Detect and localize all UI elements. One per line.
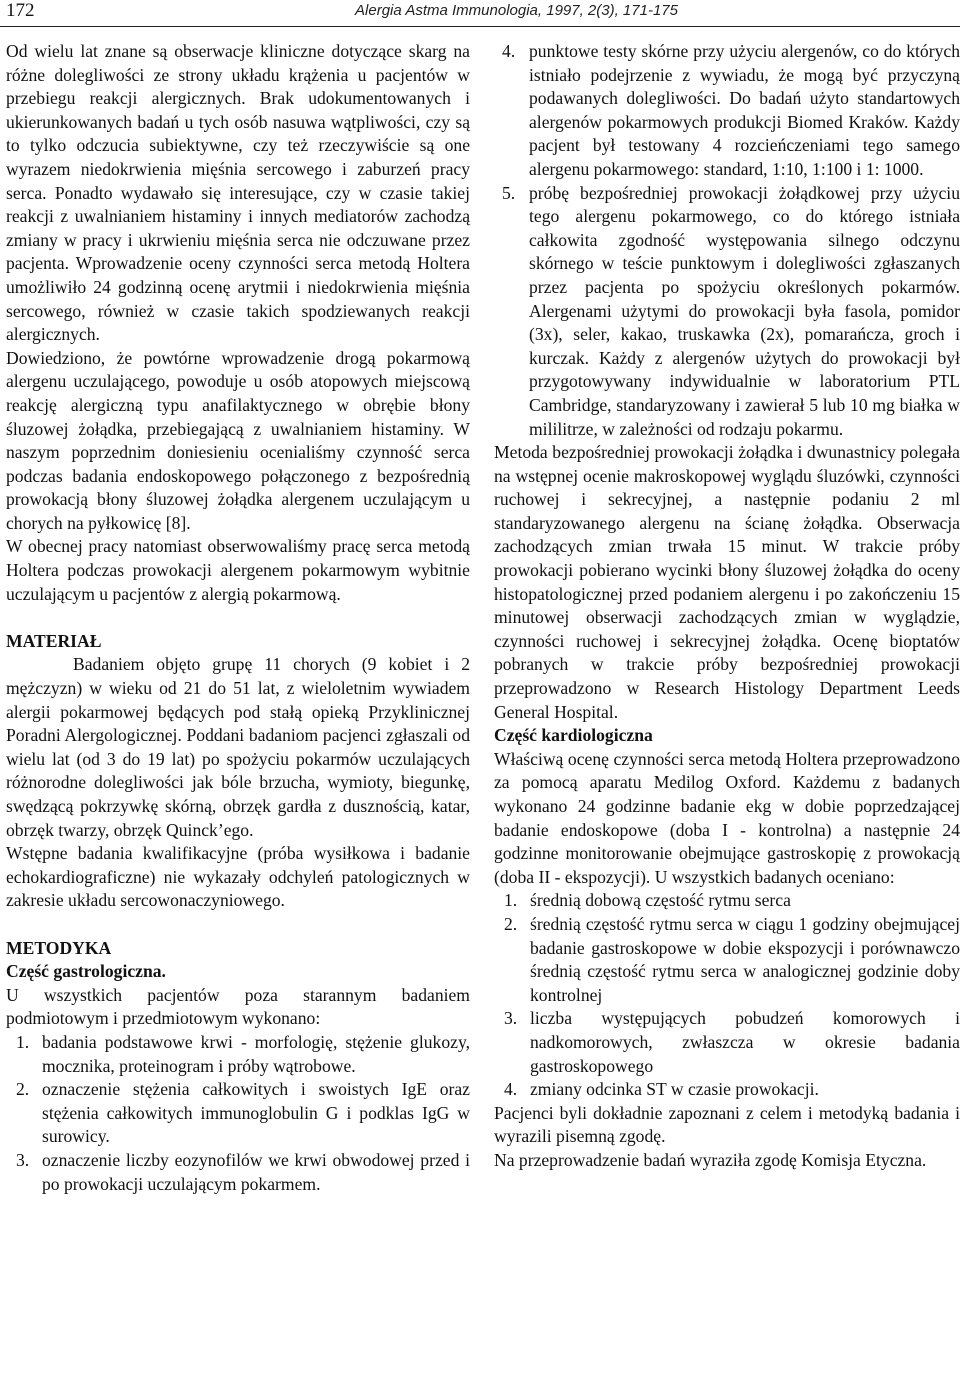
list-item-number: 3. <box>16 1149 30 1170</box>
list-item <box>494 1007 960 1078</box>
list-item <box>6 1149 470 1196</box>
kardio-paragraph-2: Pacjenci byli dokładnie zapoznani z celem i metodyką badania i wyrazili pisemną zgodę. <box>494 1102 960 1147</box>
list-item-text: próbę bezpośredniej prowokacji żołądkowej przy użyciu tego alergenu pokarmowego, co do którego istniała całkowita zgodność występowania silnego odczynu skórnego w teście punktowym i dolegliwości zgłaszanych przez pacjenta po spożyciu określonych pokarmów. Alergenami użytymi do prowokacji była fasola, pomidor (3x), seler, kakao, truskawka (2x), pomarańcza, groch i kurczak. Każdy z alergenów użytych do prowokacji był przygotowywany indywidualnie w laboratorium PTL Cambridge, standaryzowany i zawierał 5 lub 10 mg białka w mililitrze, w zależności od rodzaju pokarmu. <box>529 182 960 439</box>
list-item-number: 1. <box>16 1031 30 1052</box>
list-item-text: punktowe testy skórne przy użyciu alergenów, co do których istniało podejrzenie z wywiadu, że mogą być przyczyną podawanych dolegliwości. Do badań użyto standartowych alergenów pokarmowych produkcji Biomed Kraków. Każdy pacjent był testowany 4 rozcieńczeniami tego samego alergenu pokarmowego: standard, 1:10, 1:100 i 1: 1000. <box>529 41 960 179</box>
method-paragraph: Metoda bezpośredniej prowokacji żołądka i dwunastnicy polegała na wstępnej ocenie makroskopowej wyglądu śluzówki, czynności ruchowej i sekrecyjnej, a następnie podaniu 2 ml standaryzowanego alergenu na ścianę żołądka. Obserwacja zachodzących zmian trwała 15 minut. W trakcie próby prowokacji pobierano wycinki błony śluzowej żołądka do oceny histopatologicznej przed podaniem alergenu i po zakończeniu 15 minutowej obserwacji zachodzących zmian w wyglądzie, czynności ruchowej i sekrecyjnej żołądka. Ocenę bioptatów pobranych w trakcie próby bezpośredniej prowokacji przeprowadzono w Research Histology Department Leeds General Hospital. <box>494 442 960 722</box>
page-number: 172 <box>6 0 35 21</box>
spacer <box>6 606 470 630</box>
gastro-intro: U wszystkich pacjentów poza starannym badaniem podmiotowym i przedmiotowym wykonano: <box>6 984 470 1029</box>
material-paragraph-1: Badaniem objęto grupę 11 chorych (9 kobiet i 2 mężczyzn) w wieku od 21 do 51 lat, z wieloletnim wywiadem alergii pokarmowej będących pod stałą opieką Przyklinicznej Poradni Alergologicznej. Poddani badaniom pacjenci zgłaszali od wielu lat (od 3 do 19 lat) po spożyciu pokarmów uczulających różnorodne dolegliwości jak bóle brzucha, wymioty, biegunkę, swędzącą pokrzywkę skórną, obrzęk gardła z dusznością, katar, obrzęk twarzy, obrzęk Quinck’ego. <box>6 654 470 840</box>
list-item <box>6 1031 470 1078</box>
kardio-list <box>494 889 960 1101</box>
page-header <box>0 0 960 22</box>
list-item <box>494 913 960 1007</box>
list-item-text: oznaczenie stężenia całkowitych i swoistych IgE oraz stężenia całkowitych immunoglobulin G i podklas IgG w surowicy. <box>42 1079 470 1147</box>
list-item-number: 1. <box>504 890 518 911</box>
list-item <box>494 40 960 182</box>
list-item-number: 4. <box>502 41 516 61</box>
list-item-text: badania podstawowe krwi - morfologię, stężenie glukozy, mocznika, proteinogram i próby wątrobowe. <box>42 1031 470 1076</box>
material-paragraph-2: Wstępne badania kwalifikacyjne (próba wysiłkowa i badanie echokardiograficzne) nie wykazały odchyleń patologicznych w zakresie układu sercowonaczyniowego. <box>6 843 470 911</box>
list-item-number: 3. <box>504 1008 518 1029</box>
kardio-paragraph-1: Właściwą ocenę czynności serca metodą Holtera przeprowadzono za pomocą aparatu Medilog Oxford. Każdemu z badanych wykonano 24 godzinne badanie ekg w dobie poprzedzającej badanie endoskopowe (doba I - kontrolna) a następnie 24 godzinne monitorowanie obejmujące gastroskopię z prowokacją (doba II - ekspozycji). U wszystkich badanych oceniano: <box>494 748 960 887</box>
right-column <box>494 40 960 1173</box>
header-rule <box>0 26 960 27</box>
list-item <box>494 182 960 442</box>
intro-paragraph-1: Od wielu lat znane są obserwacje kliniczne dotyczące skarg na różne dolegliwości ze strony układu krążenia u pacjentów w przebiegu reakcji alergicznych. Brak udokumentowanych i ukierunkowanych badań u tych osób nasuwa wątpliwości, czy są to tylko odczucia subiektywne, czy też rzeczywiście są one wyrazem niedokrwienia mięśnia sercowego i zaburzeń pracy serca. Ponadto wydawało się interesujące, czy w czasie takiej reakcji z uwalnianiem histaminy i innych mediatorów zachodzą zmiany w pracy i ukrwieniu mięśnia serca nie odczuwane przez pacjenta. Wprowadzenie oceny czynności serca metodą Holtera umożliwiło 24 godzinną ocenę arytmii i niedokrwienia mięśnia sercowego, również w czasie takich spodziewanych reakcji alergicznych. <box>6 41 470 345</box>
kardio-section <box>494 724 960 1172</box>
list-item <box>6 1078 470 1149</box>
kardio-heading: Część kardiologiczna <box>494 725 653 746</box>
list-item <box>494 889 960 913</box>
list-item-number: 2. <box>16 1079 30 1100</box>
left-column <box>6 40 470 1196</box>
list-item-text: średnią częstość rytmu serca w ciągu 1 godziny obejmującej badanie gastroskopowe w dobie ekspozycji i porównawczo średnią częstość rytmu serca w analogicznej godzinie doby kontrolnej <box>530 913 960 1005</box>
running-title: Alergia Astma Immunologia, 1997, 2(3), 171-175 <box>355 2 678 19</box>
material-heading: MATERIAŁ <box>6 630 102 651</box>
list-item-text: zmiany odcinka ST w czasie prowokacji. <box>530 1079 819 1100</box>
list-item-number: 2. <box>504 913 518 934</box>
list-item-number: 5. <box>502 182 516 203</box>
intro-paragraph-2: Dowiedziono, że powtórne wprowadzenie drogą pokarmową alergenu uczulającego, powoduje u osób atopowych miejscową reakcję alergiczną typu anafilaktycznego w obrębie błony śluzowej żołądka, przebiegającą z uwalnianiem histaminy. W naszym poprzednim doniesieniu ocenialiśmy czynność serca podczas badania endoskopowego połączonego z bezpośrednią prowokacją błony śluzowej żołądka alergenem uczulającym u chorych na pyłkowicę [8]. <box>6 347 470 533</box>
gastro-heading: Część gastrologiczna. <box>6 961 166 982</box>
list-item-text: średnią dobową częstość rytmu serca <box>530 890 791 911</box>
kardio-paragraph-3: Na przeprowadzenie badań wyraziła zgodę Komisja Etyczna. <box>494 1149 927 1170</box>
spacer <box>6 913 470 937</box>
list-item <box>494 1078 960 1102</box>
metodyka-heading: METODYKA <box>6 937 112 958</box>
intro-paragraph-3: W obecnej pracy natomiast obserwowaliśmy pracę serca metodą Holtera podczas prowokacji alergenem pokarmowym wybitnie uczulającym u pacjentów z alergią pokarmową. <box>6 536 470 604</box>
list-item-text: oznaczenie liczby eozynofilów we krwi obwodowej przed i po prowokacji uczulającym pokarmem. <box>42 1149 470 1194</box>
list-item-text: liczba występujących pobudzeń komorowych i nadkomorowych, zwłaszcza w okresie badania gastroskopowego <box>530 1008 960 1076</box>
gastro-list-continued <box>494 40 960 441</box>
gastro-list <box>6 1031 470 1196</box>
list-item-number: 4. <box>504 1079 518 1100</box>
